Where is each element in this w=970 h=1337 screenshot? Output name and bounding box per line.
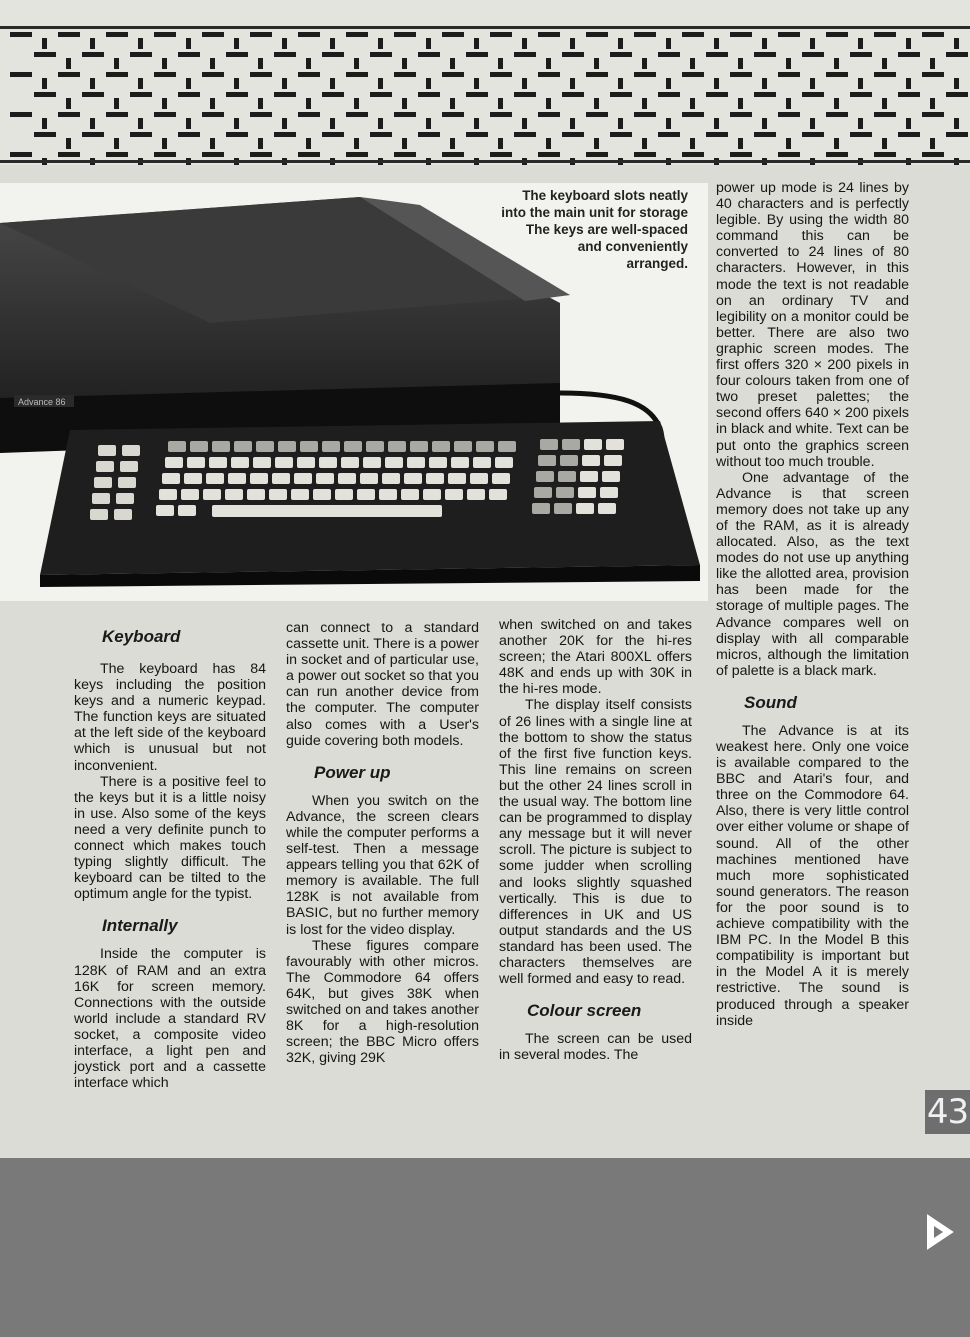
body-paragraph: One advantage of the Advance is that screen memory does not take up any of the RAM, as it is already allocated. Also, as the text modes do not use up anything like the allotted area, provision has been made for the storage of multiple pages. The Advance compares well on display with all comparable micros, although the limitation of palette is a black mark. bbox=[716, 469, 909, 679]
decorative-header-pattern bbox=[0, 0, 970, 165]
caption-line: arranged. bbox=[626, 256, 688, 271]
article-column-1 bbox=[74, 627, 266, 1091]
body-paragraph: The screen can be used in several modes. The bbox=[499, 1031, 692, 1064]
body-paragraph: when switched on and takes another 20K for the hi-res screen; the Atari 800XL offers 48K and ends up with 30K in the hi-res mode. bbox=[499, 617, 692, 698]
caption-line: into the main unit for storage bbox=[501, 205, 688, 220]
footer-band bbox=[0, 1158, 970, 1337]
section-heading: Internally bbox=[102, 916, 178, 936]
body-paragraph: There is a positive feel to the keys but it is a little noisy in use. Also some of the keys need a very definite punch to connect which makes touch typing slightly difficult. The keyboard can be tilted to the optimum angle for the typist. bbox=[74, 773, 266, 903]
caption-line: and conveniently bbox=[577, 239, 688, 254]
section-heading: Power up bbox=[314, 762, 391, 782]
body-paragraph: Inside the computer is 128K of RAM and an extra 16K for screen memory. Connections with the outside world include a standard RV socket, a composite video interface, a light pen and joystick port and a cassette interface which bbox=[74, 946, 266, 1092]
body-paragraph: The display itself consists of 26 lines with a single line at the bottom to show the status of the first five function keys. This line remains on screen but the other 24 lines scroll in the usual way. The bottom line can be programmed to display any message but it will never scroll. The picture is subject to some judder when scrolling and looks slightly squashed vertically. This is due to differences in UK and US output standards and the US standard has been used. The characters themselves are well formed and easy to read. bbox=[499, 697, 692, 988]
article-column-4 bbox=[716, 180, 909, 1029]
body-paragraph: When you switch on the Advance, the screen clears while the computer performs a self-test. Then a message appears telling you that 62K of memory is available. The full 128K is not available from BASIC, but no further memory is lost for the video display. bbox=[286, 792, 479, 938]
article-column-2 bbox=[286, 620, 479, 1066]
page-number: 43 bbox=[926, 1092, 969, 1132]
photo-caption bbox=[438, 187, 688, 272]
caption-line: The keys are well-spaced bbox=[525, 222, 688, 237]
svg-text:Advance 86: Advance 86 bbox=[18, 397, 66, 407]
body-paragraph: These figures compare favourably with other micros. The Commodore 64 offers 64K, but gives 38K when switched on and takes another 8K for a high-resolution screen; the BBC Micro offers 32K, giving 29K bbox=[286, 937, 479, 1067]
section-heading: Colour screen bbox=[527, 1001, 642, 1021]
body-paragraph: power up mode is 24 lines by 40 characters and is perfectly legible. By using the width 80 command this can be converted to 24 lines of 80 characters. However, in this mode the text is not readable on an ordinary TV and legibility on a monitor could be better. There are also two graphic screen modes. The first offers 320 × 200 pixels in four colours taken from one of two preset palettes; the second offers 640 × 200 pixels in black and white. Text can be put onto the graphics screen without too much trouble. bbox=[716, 180, 909, 470]
unit-badge bbox=[14, 395, 74, 407]
body-paragraph: can connect to a standard cassette unit. There is a power in socket and of particular use, a power out socket so that you can run another device from the computer. The computer also comes with a User's guide covering both models. bbox=[286, 620, 479, 749]
article-column-3 bbox=[499, 617, 692, 1063]
body-paragraph: The keyboard has 84 keys including the position keys and a numeric keypad. The function keys are situated at the left side of the keyboard which is unusual but not inconvenient. bbox=[74, 661, 266, 774]
body-paragraph: The Advance is at its weakest here. Only one voice is available compared to the BBC and Atari's four, and three on the Commodore 64. Also, there is very little control over either volume or shape of sound. All of the other machines mentioned have much more sophisticated sound generators. The reason for the poor sound is to achieve compatibility with the IBM PC. In the Model B this compatibility is important but in the Model A it is merely restrictive. The sound is produced through a speaker inside bbox=[716, 722, 909, 1029]
caption-line: The keyboard slots neatly bbox=[522, 188, 688, 203]
section-heading: Sound bbox=[744, 692, 797, 712]
section-heading: Keyboard bbox=[102, 627, 181, 646]
next-arrow-icon[interactable] bbox=[925, 1212, 955, 1252]
keyboard-photo bbox=[0, 183, 708, 601]
